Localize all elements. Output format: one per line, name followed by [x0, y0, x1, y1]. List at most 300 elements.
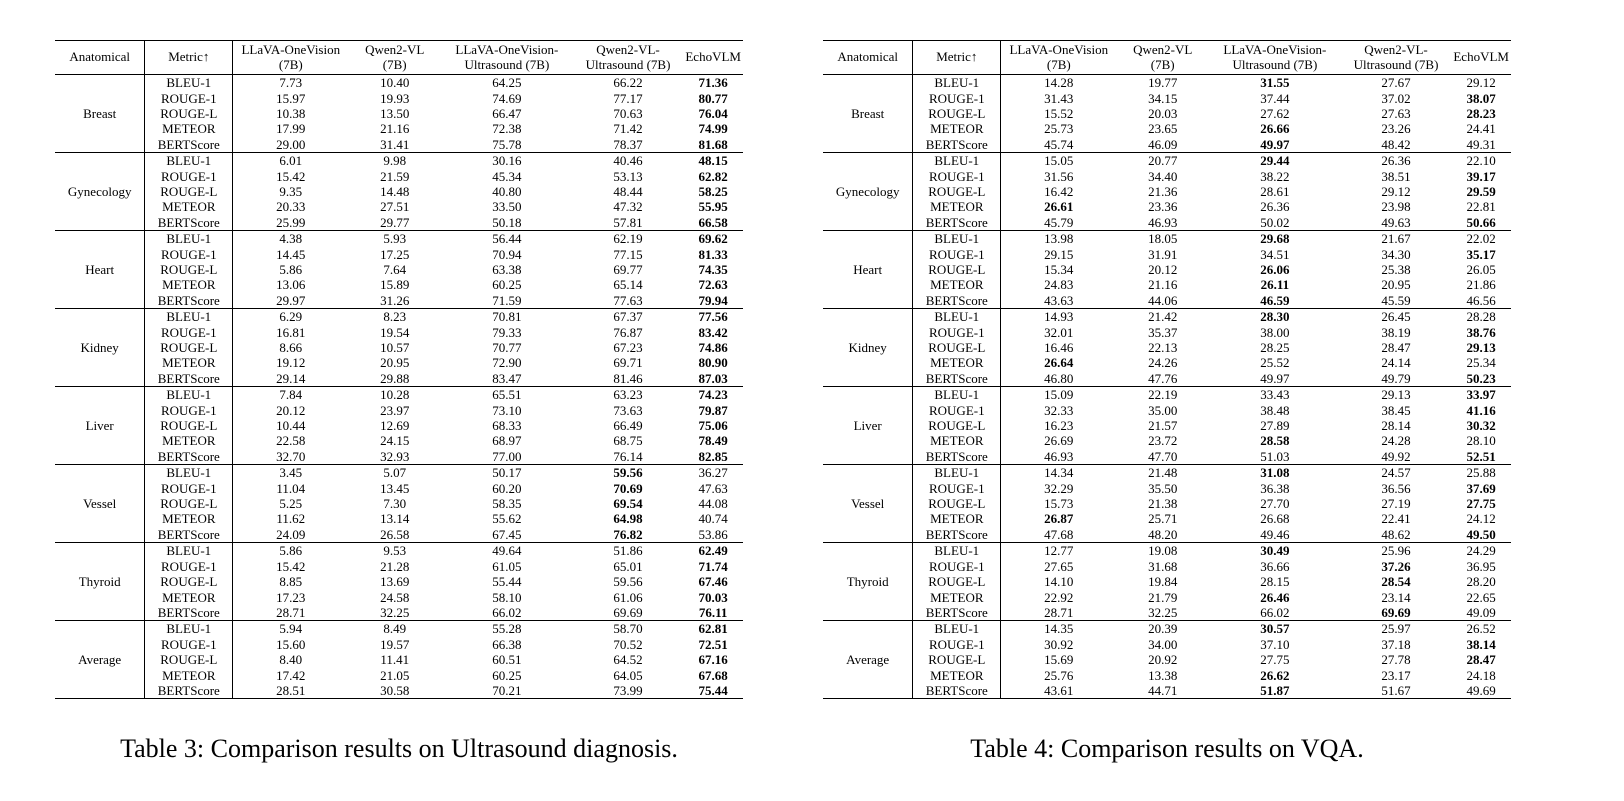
metric-value-cell: 77.63	[613, 292, 643, 308]
metric-value-cell: 66.38	[492, 636, 522, 652]
metric-label-cell: BERTScore	[145, 371, 233, 387]
anatomical-label-cell: Gynecology	[823, 153, 913, 231]
metric-label-cell: BERTScore	[145, 293, 233, 309]
metric-label-cell: METEOR	[145, 590, 233, 605]
metric-label-cell: ROUGE-L	[145, 652, 233, 667]
metric-value-cell: 33.97	[1451, 387, 1511, 403]
metric-value-cell: 19.84	[1148, 574, 1178, 590]
metric-value-cell: 26.61	[1044, 199, 1074, 215]
metric-value-cell: 70.52	[613, 636, 643, 652]
metric-label-cell: BERTScore	[913, 137, 1001, 153]
metric-value-cell: 69.62	[683, 231, 743, 247]
anatomical-label-cell: Heart	[823, 231, 913, 309]
metric-value-cell: 38.00	[1260, 324, 1290, 340]
table-row	[55, 637, 743, 652]
metric-value-cell: 78.37	[613, 136, 643, 152]
metric-value-cell: 13.98	[1001, 231, 1117, 247]
header-model-line1: LLaVA-OneVision	[241, 42, 341, 57]
metric-value-cell: 81.33	[698, 246, 728, 262]
metric-value-cell: 28.47	[1381, 340, 1411, 355]
metric-value-cell: 26.87	[1044, 511, 1074, 527]
metric-value-cell: 29.13	[1466, 340, 1496, 355]
metric-value-cell: 46.56	[1466, 292, 1496, 308]
metric-value-cell: 35.17	[1466, 246, 1496, 262]
metric-value-cell: 33.50	[492, 199, 522, 215]
metric-label-cell: METEOR	[913, 277, 1001, 292]
metric-value-cell: 27.51	[380, 199, 410, 215]
metric-value-cell: 36.95	[1466, 558, 1496, 574]
metric-label-cell: BERTScore	[145, 527, 233, 543]
metric-value-cell: 32.70	[276, 448, 306, 464]
metric-value-cell: 27.67	[1341, 75, 1452, 91]
table-row	[823, 605, 1511, 621]
anatomical-label-cell: Vessel	[823, 465, 913, 543]
anatomical-label-cell: Heart	[55, 231, 145, 309]
metric-value-cell: 34.51	[1260, 246, 1290, 262]
metric-value-cell: 49.97	[1260, 370, 1290, 386]
metric-label-cell: ROUGE-1	[145, 169, 233, 184]
metric-value-cell: 22.81	[1466, 199, 1496, 215]
metric-value-cell: 66.47	[492, 105, 522, 121]
header-model-line2: (7B)	[382, 56, 407, 72]
metric-value-cell: 69.69	[613, 604, 643, 620]
metric-value-cell: 62.81	[683, 621, 743, 637]
metric-value-cell: 79.33	[492, 324, 522, 340]
metric-label-cell: BLEU-1	[145, 309, 233, 325]
metric-value-cell: 16.46	[1044, 340, 1074, 355]
metric-value-cell: 55.28	[441, 621, 573, 637]
metric-label-cell: METEOR	[913, 355, 1001, 370]
metric-label-cell: ROUGE-L	[913, 418, 1001, 433]
table-row	[55, 543, 743, 559]
header-anatomical: Anatomical	[55, 41, 145, 75]
table-row	[823, 637, 1511, 652]
metric-value-cell: 29.15	[1044, 246, 1074, 262]
table-header	[823, 41, 1511, 75]
header-model	[573, 41, 684, 75]
metric-value-cell: 26.11	[1260, 277, 1290, 293]
anatomical-label-cell: Kidney	[55, 309, 145, 387]
table-row	[823, 574, 1511, 589]
metric-value-cell: 55.44	[492, 574, 522, 590]
results-table	[823, 40, 1511, 699]
metric-label-cell: BERTScore	[913, 293, 1001, 309]
header-model-line1: Qwen2-VL-	[596, 42, 660, 57]
metric-value-cell: 8.85	[279, 574, 303, 590]
metric-label-cell: METEOR	[913, 199, 1001, 214]
metric-value-cell: 24.29	[1451, 543, 1511, 559]
metric-value-cell: 5.93	[348, 231, 441, 247]
metric-value-cell: 8.23	[348, 309, 441, 325]
anatomical-group	[823, 231, 1511, 309]
metric-value-cell: 25.52	[1260, 355, 1290, 371]
table-row	[823, 481, 1511, 496]
metric-label-cell: ROUGE-L	[913, 652, 1001, 667]
metric-value-cell: 15.89	[380, 277, 410, 293]
table-row	[823, 325, 1511, 340]
metric-value-cell: 67.68	[698, 667, 728, 683]
metric-value-cell: 45.59	[1381, 292, 1411, 308]
table-row	[55, 465, 743, 481]
metric-value-cell: 50.02	[1260, 214, 1290, 230]
metric-value-cell: 24.41	[1466, 121, 1496, 137]
metric-value-cell: 26.68	[1260, 511, 1290, 527]
table-row	[823, 247, 1511, 262]
metric-value-cell: 79.87	[698, 402, 728, 418]
metric-value-cell: 38.22	[1260, 168, 1290, 184]
header-model	[1451, 41, 1511, 75]
metric-value-cell: 76.87	[613, 324, 643, 340]
metric-label-cell: ROUGE-1	[145, 637, 233, 652]
metric-value-cell: 65.14	[613, 277, 643, 293]
metric-value-cell: 63.38	[492, 261, 522, 277]
table-row	[55, 340, 743, 355]
metric-label-cell: BLEU-1	[145, 231, 233, 247]
metric-label-cell: METEOR	[913, 511, 1001, 526]
metric-value-cell: 21.05	[380, 667, 410, 683]
anatomical-label-cell: Breast	[55, 75, 145, 153]
metric-value-cell: 72.63	[698, 277, 728, 293]
metric-value-cell: 48.42	[1381, 136, 1411, 152]
metric-value-cell: 20.77	[1116, 153, 1209, 169]
table-row	[55, 621, 743, 637]
metric-value-cell: 37.18	[1381, 636, 1411, 652]
metric-value-cell: 25.88	[1451, 465, 1511, 481]
metric-value-cell: 31.55	[1209, 75, 1341, 91]
metric-value-cell: 48.62	[1381, 526, 1411, 542]
metric-value-cell: 5.94	[233, 621, 349, 637]
anatomical-label-cell: Liver	[823, 387, 913, 465]
metric-value-cell: 19.77	[1116, 75, 1209, 91]
metric-label-cell: ROUGE-1	[913, 637, 1001, 652]
header-model	[1209, 41, 1341, 75]
metric-value-cell: 36.27	[683, 465, 743, 481]
metric-value-cell: 28.47	[1466, 652, 1496, 668]
metric-value-cell: 28.54	[1381, 574, 1411, 590]
metric-value-cell: 67.16	[698, 652, 728, 668]
metric-value-cell: 28.10	[1466, 433, 1496, 449]
metric-value-cell: 12.69	[380, 418, 410, 434]
metric-value-cell: 50.18	[492, 214, 522, 230]
metric-value-cell: 64.05	[613, 667, 643, 683]
metric-value-cell: 6.29	[233, 309, 349, 325]
comparison-table-vqa	[823, 40, 1511, 801]
metric-value-cell: 25.97	[1341, 621, 1452, 637]
metric-value-cell: 80.77	[698, 90, 728, 106]
table-row	[823, 387, 1511, 403]
metric-value-cell: 19.54	[380, 324, 410, 340]
metric-value-cell: 22.10	[1451, 153, 1511, 169]
metric-value-cell: 41.16	[1466, 402, 1496, 418]
metric-value-cell: 55.62	[492, 511, 522, 527]
metric-value-cell: 62.19	[573, 231, 684, 247]
metric-value-cell: 61.05	[492, 558, 522, 574]
metric-value-cell: 14.28	[1001, 75, 1117, 91]
metric-value-cell: 30.57	[1209, 621, 1341, 637]
metric-value-cell: 44.08	[698, 496, 728, 512]
metric-label-cell: METEOR	[145, 277, 233, 292]
anatomical-group	[55, 231, 743, 309]
metric-value-cell: 51.67	[1381, 682, 1411, 698]
metric-value-cell: 62.82	[698, 168, 728, 184]
metric-value-cell: 14.48	[380, 183, 410, 199]
metric-value-cell: 15.34	[1044, 261, 1074, 277]
table-row	[823, 75, 1511, 91]
table-row	[823, 309, 1511, 325]
metric-value-cell: 29.12	[1451, 75, 1511, 91]
metric-value-cell: 7.30	[383, 496, 407, 512]
metric-value-cell: 32.93	[380, 448, 410, 464]
metric-value-cell: 13.06	[276, 277, 306, 293]
table-row	[55, 121, 743, 136]
metric-value-cell: 21.16	[1148, 277, 1178, 293]
metric-value-cell: 68.33	[492, 418, 522, 434]
metric-value-cell: 79.94	[698, 292, 728, 308]
metric-value-cell: 38.76	[1466, 324, 1496, 340]
metric-value-cell: 66.49	[613, 418, 643, 434]
metric-value-cell: 59.56	[573, 465, 684, 481]
metric-value-cell: 38.19	[1381, 324, 1411, 340]
metric-label-cell: METEOR	[145, 433, 233, 448]
table-row	[823, 511, 1511, 526]
metric-value-cell: 26.52	[1451, 621, 1511, 637]
metric-value-cell: 49.46	[1260, 526, 1290, 542]
metric-value-cell: 69.69	[1381, 604, 1411, 620]
metric-value-cell: 21.67	[1341, 231, 1452, 247]
metric-value-cell: 26.46	[1260, 589, 1290, 605]
metric-value-cell: 78.49	[698, 433, 728, 449]
metric-value-cell: 14.93	[1001, 309, 1117, 325]
metric-value-cell: 23.17	[1381, 667, 1411, 683]
metric-value-cell: 24.09	[276, 526, 306, 542]
metric-label-cell: ROUGE-1	[913, 325, 1001, 340]
metric-value-cell: 47.63	[698, 480, 728, 496]
metric-value-cell: 29.44	[1209, 153, 1341, 169]
metric-value-cell: 35.00	[1148, 402, 1178, 418]
anatomical-group	[823, 465, 1511, 543]
metric-value-cell: 24.83	[1044, 277, 1074, 293]
header-model-line1: Qwen2-VL	[365, 42, 425, 57]
metric-value-cell: 49.31	[1466, 136, 1496, 152]
metric-label-cell: METEOR	[145, 355, 233, 370]
metric-value-cell: 47.70	[1148, 448, 1178, 464]
metric-value-cell: 24.12	[1466, 511, 1496, 527]
metric-value-cell: 16.23	[1044, 418, 1074, 434]
metric-value-cell: 13.38	[1148, 667, 1178, 683]
metric-value-cell: 27.89	[1260, 418, 1290, 434]
metric-value-cell: 55.95	[698, 199, 728, 215]
metric-value-cell: 21.59	[380, 168, 410, 184]
anatomical-label-cell: Average	[823, 621, 913, 699]
metric-value-cell: 25.99	[276, 214, 306, 230]
metric-value-cell: 32.01	[1044, 324, 1074, 340]
metric-label-cell: ROUGE-1	[913, 91, 1001, 106]
metric-value-cell: 8.40	[279, 652, 303, 668]
metric-value-cell: 38.14	[1466, 636, 1496, 652]
metric-label-cell: BLEU-1	[913, 75, 1001, 91]
metric-value-cell: 24.26	[1148, 355, 1178, 371]
metric-value-cell: 37.26	[1381, 558, 1411, 574]
metric-value-cell: 32.25	[380, 604, 410, 620]
metric-label-cell: BLEU-1	[913, 231, 1001, 247]
metric-value-cell: 26.36	[1260, 199, 1290, 215]
table-row	[55, 371, 743, 387]
metric-value-cell: 20.39	[1116, 621, 1209, 637]
metric-value-cell: 58.25	[698, 183, 728, 199]
table-row	[55, 496, 743, 511]
metric-value-cell: 77.56	[683, 309, 743, 325]
table-caption: Table 4: Comparison results on VQA.	[970, 734, 1364, 764]
metric-value-cell: 30.92	[1044, 636, 1074, 652]
metric-label-cell: BERTScore	[913, 371, 1001, 387]
table-row	[55, 683, 743, 699]
metric-value-cell: 13.50	[380, 105, 410, 121]
anatomical-group	[55, 543, 743, 621]
metric-label-cell: ROUGE-L	[913, 262, 1001, 277]
metric-value-cell: 9.53	[348, 543, 441, 559]
metric-value-cell: 17.23	[276, 589, 306, 605]
metric-value-cell: 14.10	[1044, 574, 1074, 590]
metric-label-cell: ROUGE-1	[145, 559, 233, 574]
metric-value-cell: 47.32	[613, 199, 643, 215]
table-row	[55, 652, 743, 667]
table-row	[823, 465, 1511, 481]
table-row	[823, 137, 1511, 153]
metric-value-cell: 20.95	[380, 355, 410, 371]
metric-value-cell: 32.29	[1044, 480, 1074, 496]
metric-value-cell: 53.86	[698, 526, 728, 542]
metric-label-cell: BLEU-1	[913, 621, 1001, 637]
metric-value-cell: 25.34	[1466, 355, 1496, 371]
metric-value-cell: 62.49	[683, 543, 743, 559]
metric-value-cell: 25.38	[1381, 261, 1411, 277]
metric-label-cell: BLEU-1	[913, 309, 1001, 325]
metric-value-cell: 71.59	[492, 292, 522, 308]
metric-value-cell: 11.04	[276, 480, 306, 496]
metric-label-cell: ROUGE-L	[145, 106, 233, 121]
header-model-line1: LLaVA-OneVision	[1009, 42, 1109, 57]
metric-value-cell: 26.05	[1466, 261, 1496, 277]
metric-label-cell: ROUGE-1	[145, 403, 233, 418]
header-model-line2: Ultrasound (7B)	[1353, 56, 1439, 72]
metric-value-cell: 14.34	[1001, 465, 1117, 481]
metric-value-cell: 49.97	[1260, 136, 1290, 152]
metric-value-cell: 28.15	[1260, 574, 1290, 590]
metric-value-cell: 15.09	[1001, 387, 1117, 403]
table-row	[823, 418, 1511, 433]
metric-value-cell: 26.58	[380, 526, 410, 542]
metric-value-cell: 20.95	[1381, 277, 1411, 293]
header-model	[683, 41, 743, 75]
metric-value-cell: 21.36	[1148, 183, 1178, 199]
table-row	[55, 262, 743, 277]
comparison-table-ultrasound-diagnosis	[55, 40, 743, 801]
header-model	[1116, 41, 1209, 75]
metric-value-cell: 34.30	[1381, 246, 1411, 262]
metric-value-cell: 21.16	[380, 121, 410, 137]
metric-value-cell: 80.90	[698, 355, 728, 371]
metric-value-cell: 46.09	[1148, 136, 1178, 152]
table-row	[55, 481, 743, 496]
header-model	[1001, 41, 1117, 75]
metric-value-cell: 53.13	[613, 168, 643, 184]
header-model-line2: Ultrasound (7B)	[1232, 56, 1318, 72]
metric-label-cell: BERTScore	[913, 683, 1001, 699]
metric-value-cell: 29.59	[1466, 183, 1496, 199]
header-model-line2: (7B)	[1046, 56, 1071, 72]
metric-value-cell: 76.04	[698, 105, 728, 121]
metric-value-cell: 28.23	[1466, 105, 1496, 121]
metric-value-cell: 32.25	[1148, 604, 1178, 620]
metric-value-cell: 87.03	[698, 370, 728, 386]
metric-value-cell: 29.14	[276, 370, 306, 386]
table-row	[55, 75, 743, 91]
metric-value-cell: 23.26	[1381, 121, 1411, 137]
table-row	[55, 387, 743, 403]
metric-value-cell: 49.64	[441, 543, 573, 559]
header-row	[55, 41, 743, 75]
anatomical-group	[55, 387, 743, 465]
metric-value-cell: 35.37	[1148, 324, 1178, 340]
metric-value-cell: 74.99	[698, 121, 728, 137]
metric-value-cell: 26.06	[1260, 261, 1290, 277]
metric-label-cell: BERTScore	[913, 605, 1001, 621]
metric-value-cell: 49.63	[1381, 214, 1411, 230]
metric-value-cell: 43.61	[1044, 682, 1074, 698]
metric-label-cell: BLEU-1	[145, 153, 233, 169]
metric-value-cell: 46.93	[1148, 214, 1178, 230]
metric-value-cell: 15.05	[1001, 153, 1117, 169]
table-row	[823, 293, 1511, 309]
metric-value-cell: 72.51	[698, 636, 728, 652]
anatomical-group	[55, 153, 743, 231]
table-row	[823, 199, 1511, 214]
metric-value-cell: 27.75	[1466, 496, 1496, 512]
metric-value-cell: 14.45	[276, 246, 306, 262]
metric-value-cell: 63.23	[573, 387, 684, 403]
metric-label-cell: ROUGE-1	[913, 169, 1001, 184]
metric-value-cell: 24.58	[380, 589, 410, 605]
metric-value-cell: 26.66	[1260, 121, 1290, 137]
metric-value-cell: 81.68	[698, 136, 728, 152]
metric-value-cell: 67.23	[613, 340, 643, 355]
metric-value-cell: 64.98	[613, 511, 643, 527]
metric-value-cell: 46.59	[1260, 292, 1290, 308]
metric-value-cell: 71.42	[613, 121, 643, 137]
metric-value-cell: 27.19	[1381, 496, 1411, 512]
metric-value-cell: 43.63	[1044, 292, 1074, 308]
metric-value-cell: 47.68	[1044, 526, 1074, 542]
metric-value-cell: 50.17	[441, 465, 573, 481]
metric-label-cell: ROUGE-1	[145, 481, 233, 496]
header-model	[348, 41, 441, 75]
metric-value-cell: 25.73	[1044, 121, 1074, 137]
header-model-line2: Ultrasound (7B)	[585, 56, 671, 72]
metric-label-cell: ROUGE-L	[913, 574, 1001, 589]
metric-value-cell: 24.57	[1341, 465, 1452, 481]
metric-value-cell: 66.22	[573, 75, 684, 91]
header-anatomical: Anatomical	[823, 41, 913, 75]
anatomical-label-cell: Gynecology	[55, 153, 145, 231]
metric-value-cell: 38.45	[1381, 402, 1411, 418]
metric-value-cell: 19.08	[1116, 543, 1209, 559]
metric-value-cell: 29.77	[380, 214, 410, 230]
metric-label-cell: METEOR	[913, 668, 1001, 683]
anatomical-group	[823, 543, 1511, 621]
metric-value-cell: 73.10	[492, 402, 522, 418]
metric-label-cell: ROUGE-L	[913, 106, 1001, 121]
metric-value-cell: 7.84	[233, 387, 349, 403]
